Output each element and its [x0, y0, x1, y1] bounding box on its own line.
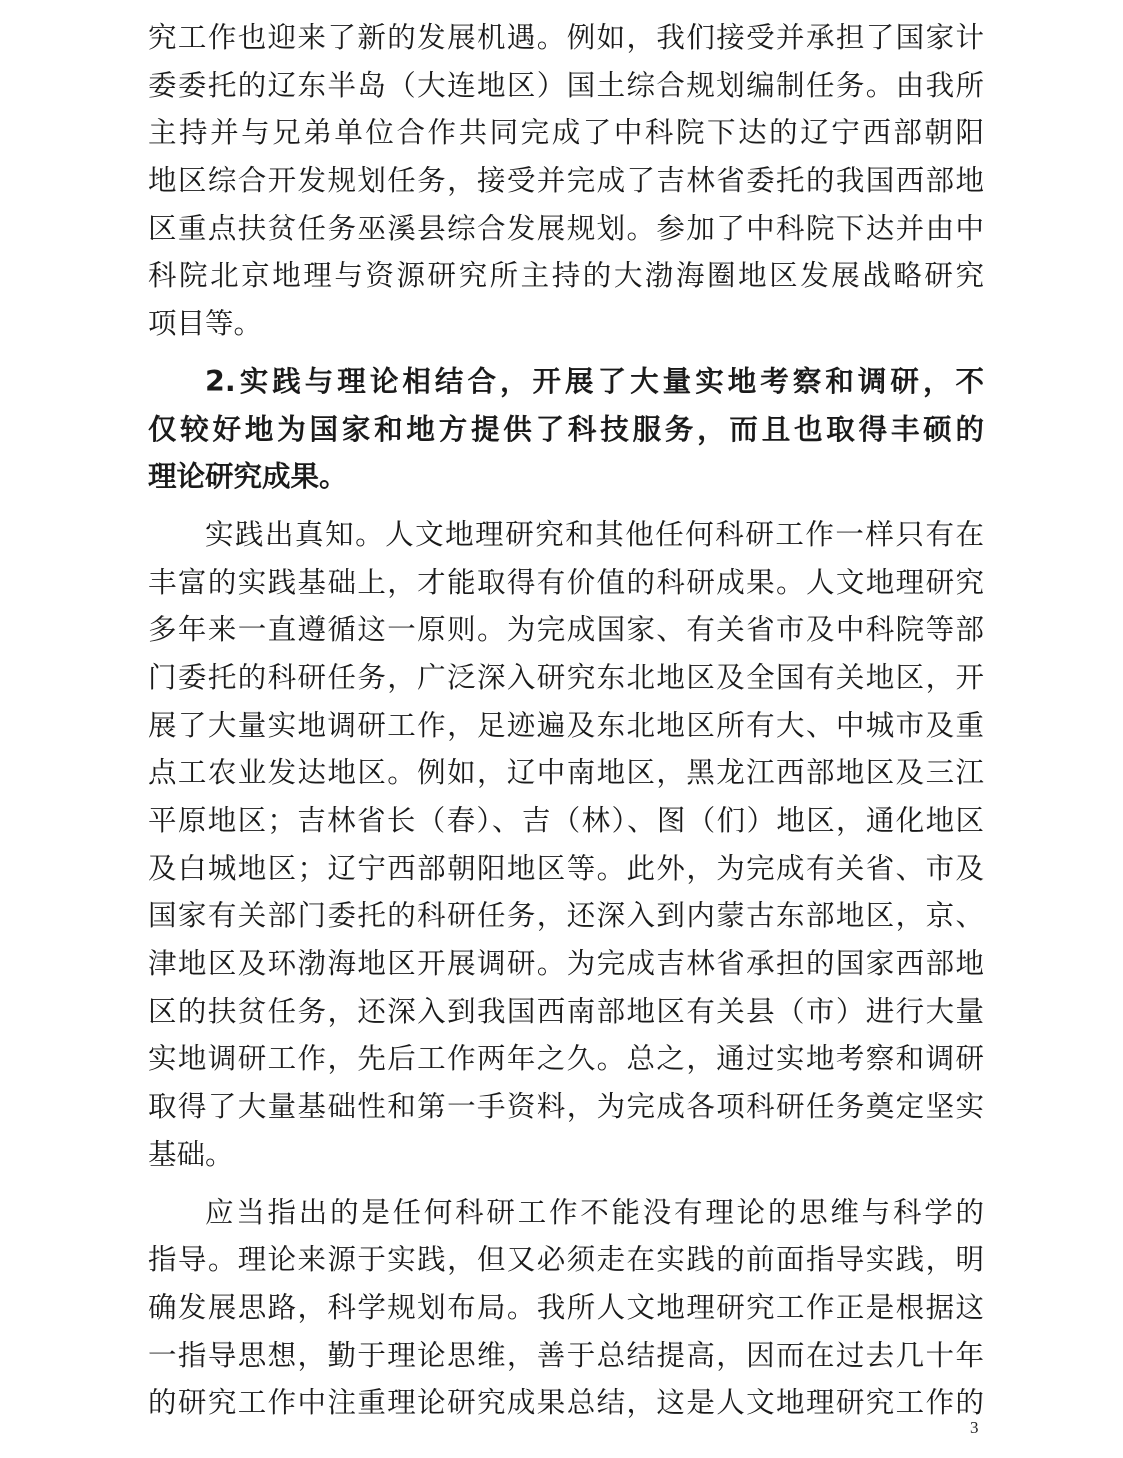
text-line: 多年来一直遵循这一原则。为完成国家、有关省市及中科院等部 [148, 613, 984, 647]
document-page [148, 14, 984, 1427]
text-line: 区的扶贫任务，还深入到我国西南部地区有关县（市）进行大量 [148, 994, 984, 1028]
text-line: 的研究工作中注重理论研究成果总结，这是人文地理研究工作的 [148, 1386, 984, 1420]
page-number: 3 [970, 1418, 979, 1437]
text-line: 确发展思路，科学规划布局。我所人文地理研究工作正是根据这 [148, 1290, 984, 1324]
text-line: 委委托的辽东半岛（大连地区）国土综合规划编制任务。由我所 [148, 68, 984, 102]
text-line: 展了大量实地调研工作，足迹遍及东北地区所有大、中城市及重 [148, 708, 984, 742]
text-line: 平原地区；吉林省长（春）、吉（林）、图（们）地区，通化地区 [148, 804, 984, 837]
heading-line: 仅较好地为国家和地方提供了科技服务，而且也取得丰硕的 [148, 412, 984, 446]
text-line: 基础。 [148, 1137, 234, 1171]
paragraph-2 [148, 511, 984, 1179]
text-line: 取得了大量基础性和第一手资料，为完成各项科研任务奠定坚实 [148, 1090, 984, 1124]
text-line: 门委托的科研任务，广泛深入研究东北地区及全国有关地区，开 [148, 660, 984, 694]
text-line: 地区综合开发规划任务，接受并完成了吉林省委托的我国西部地 [148, 164, 984, 198]
text-line: 实践出真知。人文地理研究和其他任何科研工作一样只有在 [205, 517, 984, 551]
text-line: 区重点扶贫任务巫溪县综合发展规划。参加了中科院下达并由中 [148, 211, 984, 245]
heading-line: 理论研究成果。 [148, 460, 348, 494]
text-line: 应当指出的是任何科研工作不能没有理论的思维与科学的 [205, 1195, 984, 1229]
text-line: 点工农业发达地区。例如，辽中南地区，黑龙江西部地区及三江 [148, 756, 984, 790]
text-line: 国家有关部门委托的科研任务，还深入到内蒙古东部地区，京、 [148, 899, 984, 933]
text-line: 究工作也迎来了新的发展机遇。例如，我们接受并承担了国家计 [148, 21, 984, 54]
text-line: 主持并与兄弟单位合作共同完成了中科院下达的辽宁西部朝阳 [148, 116, 984, 150]
text-line: 指导。理论来源于实践，但又必须走在实践的前面指导实践，明 [148, 1243, 984, 1277]
paragraph-3 [148, 1189, 984, 1427]
heading-line: 2.实践与理论相结合，开展了大量实地考察和调研，不 [205, 364, 984, 398]
text-line: 及白城地区；辽宁西部朝阳地区等。此外，为完成有关省、市及 [148, 851, 984, 885]
text-line: 实地调研工作，先后工作两年之久。总之，通过实地考察和调研 [148, 1042, 984, 1076]
text-line: 一指导思想，勤于理论思维，善于总结提高，因而在过去几十年 [148, 1338, 984, 1372]
section-heading [148, 358, 984, 501]
paragraph-1 [148, 14, 984, 348]
text-line: 丰富的实践基础上，才能取得有价值的科研成果。人文地理研究 [148, 565, 984, 599]
text-line: 项目等。 [148, 307, 263, 341]
text-line: 科院北京地理与资源研究所主持的大渤海圈地区发展战略研究 [148, 259, 984, 293]
text-line: 津地区及环渤海地区开展调研。为完成吉林省承担的国家西部地 [148, 947, 984, 981]
